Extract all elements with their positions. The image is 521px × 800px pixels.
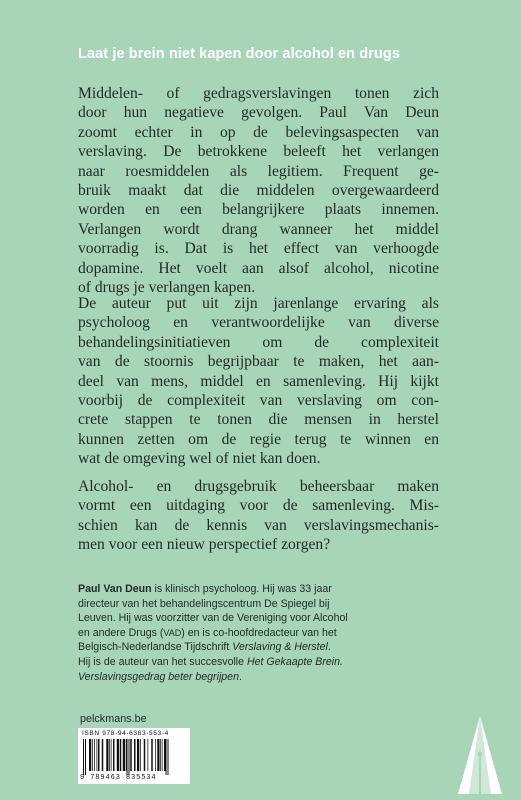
text-line: door hun negatieve gevolgen. Paul Van Deun [78,104,439,122]
barcode-bar [83,739,84,775]
barcode-bar [129,739,130,775]
isbn-label: ISBN 978-94-6383-553-4 [82,730,169,737]
text-line: of drugs je verlangen kapen. [78,279,256,297]
barcode-bar [168,739,169,775]
tagline: Laat je brein niet kapen door alcohol en drugs [78,46,401,62]
barcode-bar [113,739,115,771]
blurb-paragraph-2 [78,294,439,469]
text-line: Verlangen wordt drang wanneer het middel [78,220,439,238]
barcode-bar [92,739,93,771]
bio-line: directeur van het behandelingscentrum De Spiegel bij [78,597,330,610]
text-line: naar roesmiddelen als legitiem. Frequent ge- [78,162,439,180]
text-line: crete stappen te tonen die mensen in herstel [78,411,439,429]
bio-text: en andere Drugs ( [78,626,164,639]
bio-line [78,626,439,641]
barcode-bar [134,739,136,771]
blurb-paragraph-1 [78,84,439,297]
barcode-bar [151,739,153,771]
barcode-bar [157,739,159,771]
barcode-bars [82,739,186,775]
barcode-bar [144,739,146,771]
barcode-bar [102,739,104,771]
text-line: schien kan de kennis van verslavingsmechanis- [78,516,439,534]
text-line: behandelingsinitiatieven om de complexiteit [78,333,439,351]
barcode-bar [160,739,161,771]
text-line: van de stoornis begrijpbaar te maken, het aan- [78,353,439,371]
blurb-paragraph-3 [78,477,439,555]
barcode-bar [127,739,128,775]
pelckmans-pen-nib-logo-icon [452,712,508,796]
barcode-bar [98,739,100,771]
book-subtitle: Verslavingsgedrag beter begrijpen [78,670,239,683]
barcode-bar [130,739,132,771]
text-line: voorradig is. Dat is het effect van verhoogde [78,240,439,258]
barcode-bar [140,739,141,771]
barcode-bar [109,739,110,771]
text-line: De auteur put uit zijn jarenlange ervaring als [78,295,439,312]
text-line: voorbij de complexiteit van verslaving om con- [78,392,439,410]
text-line: kunnen zetten om de regie terug te winnen en [78,430,439,448]
text-line: wat de omgeving wel of niet kan doen. [78,450,321,468]
bio-text: ) en is co-hoofdredacteur van het [181,626,337,639]
barcode-bar [117,739,119,771]
bio-line: Leuven. Hij was voorzitter van de Vereniging voor Alcohol [78,612,348,625]
text-line: vormt een uitdaging voor de samenleving. Mis- [78,497,439,515]
text-line: zoomt echter in op de belevingsaspecten van [78,123,439,141]
barcode-bar [106,739,108,771]
bio-text: Hij is de auteur van het succesvolle [78,655,247,668]
barcode-bar [111,739,112,771]
text-line: psycholoog en verantwoordelijke van diverse [78,314,439,332]
author-bio [78,582,439,684]
bio-line [78,640,439,655]
barcode-bar [148,739,149,771]
text-line: Alcohol- en drugsgebruik beheersbaar maken [78,478,439,495]
text-line: Middelen- of gedragsverslavingen tonen zich [78,85,439,102]
bio-line [78,655,439,670]
bio-text: . [327,641,331,654]
barcode-bar [137,739,139,771]
barcode-bar [97,739,98,771]
barcode-bar [164,739,166,771]
barcode-bar [123,739,125,771]
barcode-bar [162,739,163,771]
text-line: verslaving. De betrokkene beleeft het verlangen [78,143,439,161]
barcode-bar [94,739,95,771]
barcode-bar [120,739,122,771]
text-line: worden en een belangrijkere plaats innemen. [78,201,439,219]
text-line: dopamine. Het voelt aan alsof alcohol, nicotine [78,259,439,277]
bio-line [78,670,439,685]
text-line: men voor een nieuw perspectief zorgen? [78,536,331,554]
barcode-bar [89,739,91,771]
author-name: Paul Van Deun [78,583,152,595]
barcode-bar [126,739,127,771]
barcode-digits: 9 789463 835534 [80,774,157,782]
isbn-barcode [78,728,190,784]
journal-title: Verslaving & Herstel [232,641,328,654]
barcode-bar [155,739,156,771]
bio-text: is klinisch psycholoog. Hij was 33 jaar [151,583,332,595]
text-line: deel van mens, middel en samenleving. Hij kijkt [78,372,439,390]
bio-text: Belgisch-Nederlandse Tijdschrift [78,641,233,654]
book-title: Het Gekaapte Brein. [247,655,343,668]
publisher-url: pelckmans.be [80,713,147,725]
abbreviation: VAD [163,627,182,638]
text-line: bruik maakt dat die middelen overgewaardeerd [78,182,439,200]
bio-text: . [238,670,242,683]
barcode-bar [166,739,167,775]
bio-line [78,582,439,597]
barcode-bar [85,739,86,775]
